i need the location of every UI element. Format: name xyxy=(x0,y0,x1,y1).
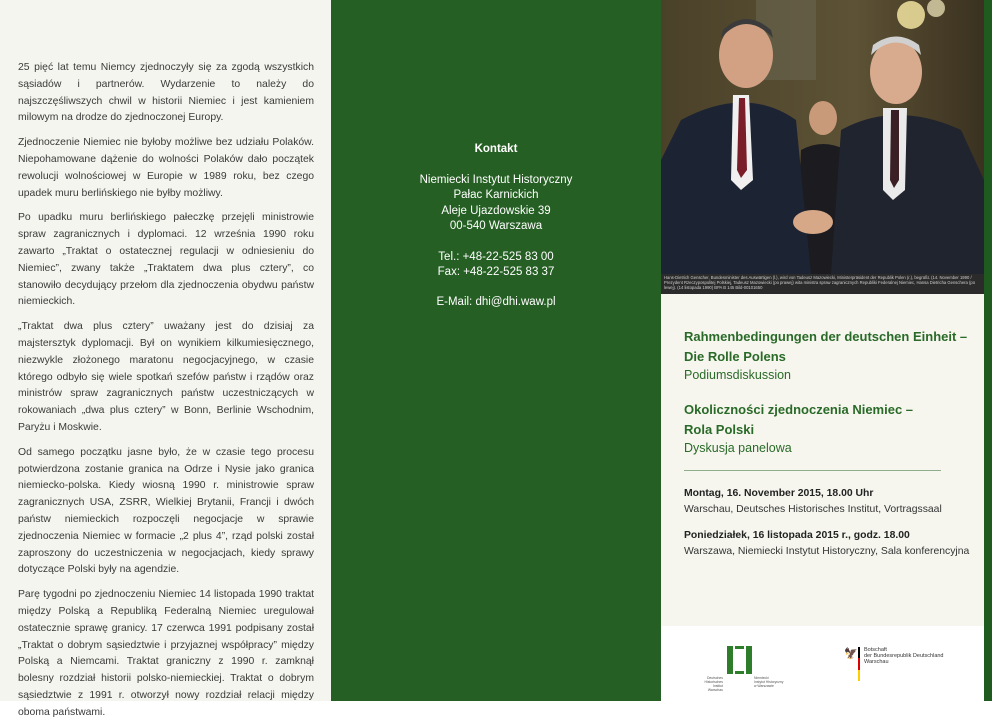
dhi-pl-line: w Warszawie xyxy=(754,684,774,688)
contact-email[interactable]: E-Mail: dhi@dhi.waw.pl xyxy=(436,296,556,308)
contact-panel xyxy=(331,0,661,701)
event-title-line: Rola Polski xyxy=(684,421,755,437)
address-line: Pałac Karnickich xyxy=(453,189,539,202)
event-title-german xyxy=(684,327,974,384)
handshake-photo xyxy=(661,0,984,274)
dhi-de-line: Historisches Institut xyxy=(704,680,723,688)
right-edge-strip xyxy=(984,0,992,701)
event-subtitle: Dyskusja panelowa xyxy=(684,441,792,455)
dhi-pl-line: Instytut Historyczny xyxy=(754,680,784,684)
event-title-line: Die Rolle Polens xyxy=(684,348,786,364)
paragraph-3: Po upadku muru berlińskiego pałeczkę przejęli ministrowie spraw zagranicznych i dyplomaci. 12 września 1990 roku zawarto „Traktat o ostatecznej regulacji w odniesieniu do Niemiec”, zwany także „Traktatem dwa plus cztery”, co stanowiło decydujący przełom dla zjednoczenia obydwu państw niemieckich. xyxy=(18,212,314,308)
embassy-line: der Bundesrepublik Deutschland xyxy=(864,653,944,660)
polish-text-panel xyxy=(0,0,331,718)
dhi-de-line: Deutsches xyxy=(706,676,723,680)
event-where: Warszawa, Niemiecki Instytut Historyczny, Sala konferencyjna xyxy=(684,545,970,557)
paragraph-5: Od samego początku jasne było, że w czasie tego procesu potwierdzona zostanie granica na Odrze i Nysie jako granica niemiecko-polska. Kiedy wiosną 1990 r. ministrowie spraw zagranicznych USA, ZSRR, Wielkiej Brytanii, Francji i dwóch państw niemieckich rozpoczęli negocjacje w sprawie zjednoczenia Niemiec w formacie „2 plus 4”, rząd polski został zaproszony do uczestniczenia w negocjacjach, kiedy sprawy dotyczące Polski były na agendzie. xyxy=(18,446,314,576)
fax-number: Fax: +48-22-525 83 37 xyxy=(437,266,555,279)
address-line: 00-540 Warszawa xyxy=(449,220,543,233)
embassy-text xyxy=(864,647,964,666)
embassy-logo xyxy=(844,645,964,685)
paragraph-6: Parę tygodni po zjednoczeniu Niemiec 14 listopada 1990 traktat między Polską a Republiką Federalną Niemiec uregulował ostatecznie sprawę granicy. 17 czerwca 1991 podpisany został „Traktat o dobrym sąsiedztwie i przyjaznej współpracy” między Polską a Niemcami. Traktat graniczny z 1990 r. zamknął bolesny rozdział historii polsko-niemieckiej. Traktat o dobrym sąsiedztwie z 1991 r. otworzył nowy rozdział relacji między oboma państwami. xyxy=(18,589,314,718)
paragraph-4: „Traktat dwa plus cztery” uważany jest do dzisiaj za majstersztyk dyplomacji. Był on wynikiem kilkumiesięcznego, niezwykle złożonego maratonu negocjacyjnego, w czasie którego odbyło się wiele spotkań szefów państw i rządów oraz ministrów spraw zagranicznych państw uczestniczących w rokowaniach „dwa plus cztery” w Bonn, Berlinie Wschodnim, Paryżu i Moskwie. xyxy=(18,321,314,433)
contact-title: Kontakt xyxy=(474,143,518,155)
event-title-polish xyxy=(684,400,974,457)
event-title-line: Okoliczności zjednoczenia Niemiec – xyxy=(684,402,914,417)
divider xyxy=(684,470,941,471)
event-when: Montag, 16. November 2015, 18.00 Uhr xyxy=(684,488,874,499)
eagle-icon: 🦅 xyxy=(844,648,858,660)
dhi-de-line: Warschau xyxy=(707,688,723,692)
embassy-line: Botschaft xyxy=(864,647,887,653)
dhi-pl-line: Niemiecki xyxy=(754,676,769,680)
paragraph-1: 25 pięć lat temu Niemcy zjednoczyły się za zgodą wszystkich sąsiadów i partnerów. Wydarzenie to należy do najszczęśliwszych chwil w historii Niemiec i jest kamieniem milowym na drodze do zjednoczonej Europy. xyxy=(18,62,314,124)
photo-illustration xyxy=(661,0,984,274)
event-date-polish xyxy=(684,528,979,559)
event-where: Warschau, Deutsches Historisches Institut, Vortragssaal xyxy=(684,503,942,515)
logo-bar xyxy=(661,626,984,701)
event-subtitle: Podiumsdiskussion xyxy=(684,368,791,382)
event-panel xyxy=(661,0,984,701)
embassy-line: Warschau xyxy=(864,659,889,666)
event-title-line: Rahmenbedingungen der deutschen Einheit – xyxy=(684,329,968,344)
german-flag-icon xyxy=(858,647,860,681)
event-when: Poniedziałek, 16 listopada 2015 r., godz. 18.00 xyxy=(684,530,910,541)
dhi-logo xyxy=(701,646,791,692)
event-date-german xyxy=(684,486,979,517)
photo-caption: Hans-Dietrich Genscher, Bundesminister des Auswärtigen (l.), wird von Tadeusz Mazowiecki, Ministerpräsident der Republik Polen (r.), begrüßt. (14. November 1990 / Prezydent Rzeczypospolitej Polskiej, Tadeusz Mazowiecki (po prawej) wita ministra spraw zagranicznych Republiki Federalnej Niemiec, Hansa Dietricha Genschera (po lewej). (14 listopada 1990) BPA B 145 Bild-00101650 xyxy=(661,274,984,294)
contact-phones xyxy=(331,250,661,281)
phone-number: Tel.: +48-22-525 83 00 xyxy=(438,251,554,263)
contact-address xyxy=(331,173,661,235)
paragraph-2: Zjednoczenie Niemiec nie byłoby możliwe bez udziału Polaków. Niepohamowane dążenie do wolności Polaków dało początek rewolucji wolnościowej w Europie w 1989 roku, bez czego upadek muru berlińskiego nie byłby możliwy. xyxy=(18,137,314,199)
address-line: Aleje Ujazdowskie 39 xyxy=(441,204,551,217)
address-line: Niemiecki Instytut Historyczny xyxy=(419,174,573,186)
